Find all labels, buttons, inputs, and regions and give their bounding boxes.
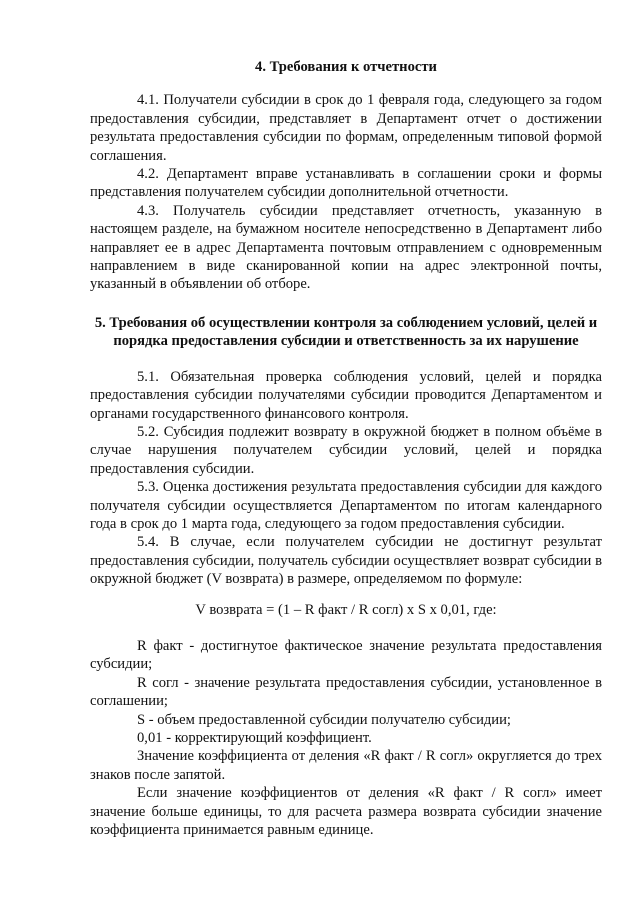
definition-r-agreed: R согл - значение результата предоставления субсидии, установленное в соглашении; (90, 674, 602, 710)
paragraph-5-4: 5.4. В случае, если получателем субсидии не достигнут результат предоставления субсидии, получатель субсидии осуществляет возврат субсидии в окружной бюджет (V возврата) в размере, определяемом по формуле: (90, 534, 602, 588)
paragraph-4-1: 4.1. Получатели субсидии в срок до 1 февраля года, следующего за годом предоставления субсидии, представляет в Департамент отчет о достижении результата предоставления субсидии по формам, определенным типовой формой соглашения. (90, 92, 602, 164)
document-page (90, 58, 602, 839)
refund-formula: V возврата = (1 – R факт / R согл) x S x 0,01, где: (195, 601, 497, 618)
paragraph-5-1: 5.1. Обязательная проверка соблюдения условий, целей и порядка предоставления субсидии получателями субсидии проводится Департаментом и органами государственного финансового контроля. (90, 368, 602, 422)
definition-r-fact: R факт - достигнутое фактическое значение результата предоставления субсидии; (90, 637, 602, 673)
paragraph-5-2: 5.2. Субсидия подлежит возврату в окружной бюджет в полном объёме в случае нарушения получателем субсидии условий, целей и порядка предоставления субсидии. (90, 423, 602, 477)
paragraph-coefficient-cap: Если значение коэффициентов от деления «R факт / R согл» имеет значение больше единицы, то для расчета размера возврата субсидии значение коэффициента принимается равным единице. (90, 785, 602, 839)
paragraph-4-2: 4.2. Департамент вправе устанавливать в соглашении сроки и формы представления получателем субсидии дополнительной отчетности. (90, 166, 602, 201)
paragraph-4-3: 4.3. Получатель субсидии представляет отчетность, указанную в настоящем разделе, на бумажном носителе непосредственно в Департамент либо направляет ее в адрес Департамента почтовым отправлением с одновременным направлением в виде сканированной копии на адрес электронной почты, указанный в объявлении об отборе. (90, 202, 602, 293)
section-4-title: 4. Требования к отчетности (255, 59, 437, 75)
paragraph-rounding: Значение коэффициента от деления «R факт / R согл» округляется до трех знаков после запятой. (90, 748, 602, 783)
definition-s: S - объем предоставленной субсидии получателю субсидии; (137, 711, 511, 728)
definition-coefficient: 0,01 - корректирующий коэффициент. (137, 730, 372, 746)
paragraph-5-3: 5.3. Оценка достижения результата предоставления субсидии для каждого получателя субсидии осуществляется Департаментом по итогам календарного года в срок до 1 марта года, следующего за годом предоставления субсидии. (90, 479, 602, 532)
section-5-title: 5. Требования об осуществлении контроля за соблюдением условий, целей и порядка предоставления субсидии и ответственность за их нарушение (94, 314, 598, 350)
